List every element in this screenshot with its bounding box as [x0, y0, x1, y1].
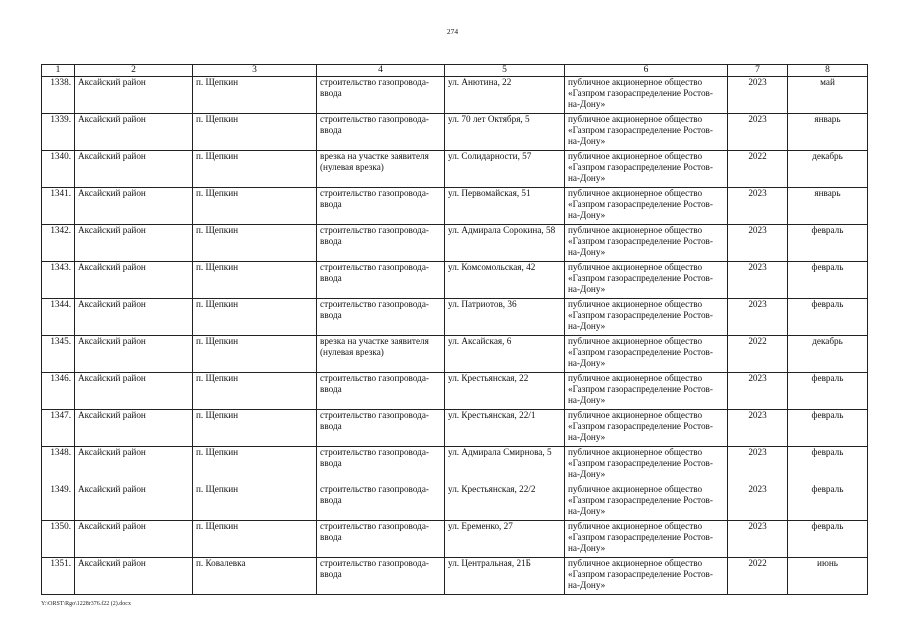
- work-type-cell: строительство газопровода-ввода: [317, 410, 445, 447]
- work-type-cell: строительство газопровода-ввода: [317, 188, 445, 225]
- column-header: 2: [75, 65, 193, 77]
- address-cell: ул. Крестьянская, 22/2: [445, 484, 565, 521]
- settlement-cell: п. Щепкин: [193, 410, 317, 447]
- settlement-cell: п. Щепкин: [193, 447, 317, 484]
- table-row: [42, 336, 868, 373]
- table-row: [42, 521, 868, 558]
- organization-cell: публичное акционерное общество «Газпром газораспределение Ростов-на-Дону»: [565, 114, 728, 151]
- month-cell: февраль: [788, 410, 868, 447]
- column-header: 8: [788, 65, 868, 77]
- row-number-cell: 1341.: [42, 188, 75, 225]
- table-row: [42, 151, 868, 188]
- month-cell: май: [788, 77, 868, 114]
- page-number: 274: [446, 27, 459, 36]
- month-cell: февраль: [788, 521, 868, 558]
- year-cell: 2023: [728, 521, 788, 558]
- organization-cell: публичное акционерное общество «Газпром газораспределение Ростов-на-Дону»: [565, 188, 728, 225]
- row-number-cell: 1349.: [42, 484, 75, 521]
- register-table: [41, 64, 868, 595]
- month-cell: январь: [788, 114, 868, 151]
- month-cell: декабрь: [788, 151, 868, 188]
- district-cell: Аксайский район: [75, 336, 193, 373]
- organization-cell: публичное акционерное общество «Газпром газораспределение Ростов-на-Дону»: [565, 447, 728, 484]
- district-cell: Аксайский район: [75, 484, 193, 521]
- work-type-cell: врезка на участке заявителя (нулевая врезка): [317, 336, 445, 373]
- district-cell: Аксайский район: [75, 225, 193, 262]
- year-cell: 2023: [728, 77, 788, 114]
- address-cell: ул. Первомайская, 51: [445, 188, 565, 225]
- settlement-cell: п. Щепкин: [193, 521, 317, 558]
- column-header: 5: [445, 65, 565, 77]
- work-type-cell: строительство газопровода-ввода: [317, 225, 445, 262]
- column-header: 1: [42, 65, 75, 77]
- year-cell: 2022: [728, 558, 788, 595]
- table-row: [42, 299, 868, 336]
- district-cell: Аксайский район: [75, 262, 193, 299]
- year-cell: 2023: [728, 225, 788, 262]
- year-cell: 2023: [728, 188, 788, 225]
- settlement-cell: п. Щепкин: [193, 225, 317, 262]
- settlement-cell: п. Щепкин: [193, 373, 317, 410]
- year-cell: 2023: [728, 114, 788, 151]
- address-cell: ул. Комсомольская, 42: [445, 262, 565, 299]
- address-cell: ул. Крестьянская, 22/1: [445, 410, 565, 447]
- year-cell: 2023: [728, 373, 788, 410]
- organization-cell: публичное акционерное общество «Газпром газораспределение Ростов-на-Дону»: [565, 262, 728, 299]
- district-cell: Аксайский район: [75, 521, 193, 558]
- address-cell: ул. Адмирала Смирнова, 5: [445, 447, 565, 484]
- year-cell: 2023: [728, 299, 788, 336]
- row-number-cell: 1338.: [42, 77, 75, 114]
- row-number-cell: 1339.: [42, 114, 75, 151]
- work-type-cell: строительство газопровода-ввода: [317, 447, 445, 484]
- row-number-cell: 1345.: [42, 336, 75, 373]
- district-cell: Аксайский район: [75, 77, 193, 114]
- settlement-cell: п. Щепкин: [193, 484, 317, 521]
- year-cell: 2022: [728, 336, 788, 373]
- column-header: 7: [728, 65, 788, 77]
- work-type-cell: строительство газопровода-ввода: [317, 373, 445, 410]
- file-path-footer: Y:\ORST\Rgo\1228r376.f22 (2).docx: [41, 601, 131, 607]
- district-cell: Аксайский район: [75, 114, 193, 151]
- organization-cell: публичное акционерное общество «Газпром газораспределение Ростов-на-Дону»: [565, 410, 728, 447]
- settlement-cell: п. Щепкин: [193, 188, 317, 225]
- row-number-cell: 1342.: [42, 225, 75, 262]
- address-cell: ул. Патриотов, 36: [445, 299, 565, 336]
- year-cell: 2023: [728, 447, 788, 484]
- header-row: [42, 65, 868, 77]
- year-cell: 2023: [728, 410, 788, 447]
- table-row: [42, 77, 868, 114]
- settlement-cell: п. Щепкин: [193, 151, 317, 188]
- district-cell: Аксайский район: [75, 188, 193, 225]
- district-cell: Аксайский район: [75, 410, 193, 447]
- table-row: [42, 447, 868, 484]
- table-row: [42, 484, 868, 521]
- table-row: [42, 262, 868, 299]
- table-row: [42, 410, 868, 447]
- month-cell: февраль: [788, 447, 868, 484]
- settlement-cell: п. Ковалевка: [193, 558, 317, 595]
- work-type-cell: строительство газопровода-ввода: [317, 114, 445, 151]
- organization-cell: публичное акционерное общество «Газпром газораспределение Ростов-на-Дону»: [565, 558, 728, 595]
- settlement-cell: п. Щепкин: [193, 114, 317, 151]
- month-cell: февраль: [788, 262, 868, 299]
- table-row: [42, 188, 868, 225]
- organization-cell: публичное акционерное общество «Газпром газораспределение Ростов-на-Дону»: [565, 484, 728, 521]
- month-cell: февраль: [788, 299, 868, 336]
- organization-cell: публичное акционерное общество «Газпром газораспределение Ростов-на-Дону»: [565, 299, 728, 336]
- month-cell: декабрь: [788, 336, 868, 373]
- organization-cell: публичное акционерное общество «Газпром газораспределение Ростов-на-Дону»: [565, 225, 728, 262]
- work-type-cell: строительство газопровода-ввода: [317, 299, 445, 336]
- address-cell: ул. Адмирала Сорокина, 58: [445, 225, 565, 262]
- district-cell: Аксайский район: [75, 299, 193, 336]
- row-number-cell: 1350.: [42, 521, 75, 558]
- work-type-cell: строительство газопровода-ввода: [317, 558, 445, 595]
- district-cell: Аксайский район: [75, 151, 193, 188]
- district-cell: Аксайский район: [75, 558, 193, 595]
- year-cell: 2022: [728, 151, 788, 188]
- organization-cell: публичное акционерное общество «Газпром газораспределение Ростов-на-Дону»: [565, 151, 728, 188]
- district-cell: Аксайский район: [75, 373, 193, 410]
- row-number-cell: 1344.: [42, 299, 75, 336]
- district-cell: Аксайский район: [75, 447, 193, 484]
- month-cell: февраль: [788, 484, 868, 521]
- address-cell: ул. 70 лет Октября, 5: [445, 114, 565, 151]
- settlement-cell: п. Щепкин: [193, 336, 317, 373]
- work-type-cell: строительство газопровода-ввода: [317, 521, 445, 558]
- address-cell: ул. Аксайская, 6: [445, 336, 565, 373]
- table-row: [42, 558, 868, 595]
- column-header: 6: [565, 65, 728, 77]
- address-cell: ул. Крестьянская, 22: [445, 373, 565, 410]
- month-cell: февраль: [788, 373, 868, 410]
- table-row: [42, 225, 868, 262]
- month-cell: январь: [788, 188, 868, 225]
- address-cell: ул. Еременко, 27: [445, 521, 565, 558]
- row-number-cell: 1351.: [42, 558, 75, 595]
- work-type-cell: врезка на участке заявителя (нулевая врезка): [317, 151, 445, 188]
- column-header: 3: [193, 65, 317, 77]
- row-number-cell: 1343.: [42, 262, 75, 299]
- work-type-cell: строительство газопровода-ввода: [317, 77, 445, 114]
- year-cell: 2023: [728, 484, 788, 521]
- month-cell: июнь: [788, 558, 868, 595]
- organization-cell: публичное акционерное общество «Газпром газораспределение Ростов-на-Дону»: [565, 77, 728, 114]
- work-type-cell: строительство газопровода-ввода: [317, 484, 445, 521]
- work-type-cell: строительство газопровода-ввода: [317, 262, 445, 299]
- row-number-cell: 1340.: [42, 151, 75, 188]
- organization-cell: публичное акционерное общество «Газпром газораспределение Ростов-на-Дону»: [565, 521, 728, 558]
- settlement-cell: п. Щепкин: [193, 77, 317, 114]
- table-row: [42, 373, 868, 410]
- column-header: 4: [317, 65, 445, 77]
- address-cell: ул. Анютина, 22: [445, 77, 565, 114]
- month-cell: февраль: [788, 225, 868, 262]
- row-number-cell: 1347.: [42, 410, 75, 447]
- address-cell: ул. Центральная, 21Б: [445, 558, 565, 595]
- settlement-cell: п. Щепкин: [193, 299, 317, 336]
- row-number-cell: 1348.: [42, 447, 75, 484]
- row-number-cell: 1346.: [42, 373, 75, 410]
- table-row: [42, 114, 868, 151]
- year-cell: 2023: [728, 262, 788, 299]
- address-cell: ул. Солидарности, 57: [445, 151, 565, 188]
- organization-cell: публичное акционерное общество «Газпром газораспределение Ростов-на-Дону»: [565, 373, 728, 410]
- organization-cell: публичное акционерное общество «Газпром газораспределение Ростов-на-Дону»: [565, 336, 728, 373]
- settlement-cell: п. Щепкин: [193, 262, 317, 299]
